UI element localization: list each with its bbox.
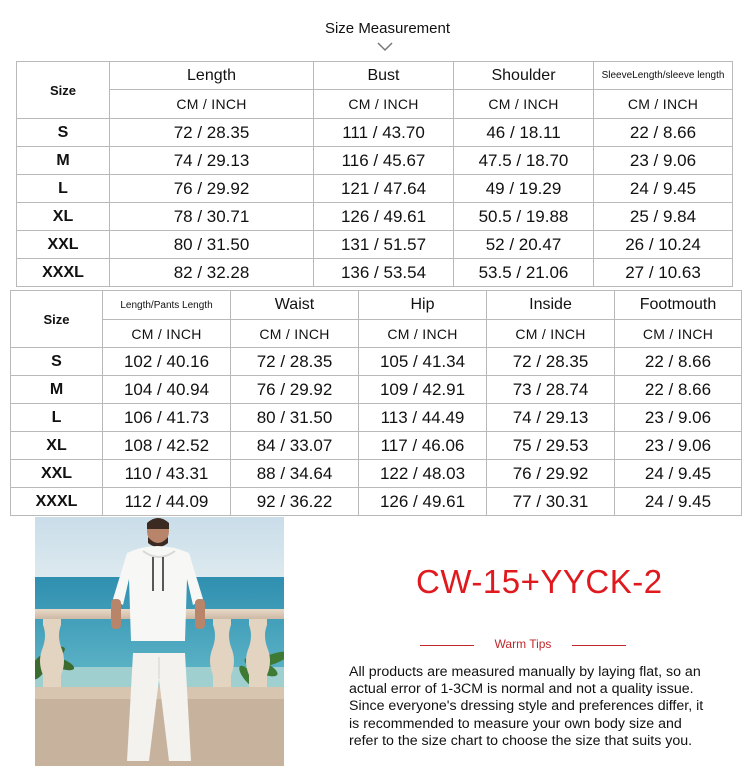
value-cell: 131 / 51.57 bbox=[314, 231, 454, 259]
value-cell: 106 / 41.73 bbox=[103, 404, 231, 432]
value-cell: 49 / 19.29 bbox=[454, 175, 594, 203]
value-cell: 52 / 20.47 bbox=[454, 231, 594, 259]
value-cell: 22 / 8.66 bbox=[615, 376, 742, 404]
value-cell: 82 / 32.28 bbox=[110, 259, 314, 287]
chevron-down-icon bbox=[376, 40, 394, 54]
value-cell: 104 / 40.94 bbox=[103, 376, 231, 404]
value-cell: 73 / 28.74 bbox=[487, 376, 615, 404]
divider bbox=[420, 645, 474, 646]
column-header-pants-length: Length/Pants Length bbox=[103, 291, 231, 320]
size-cell: XXL bbox=[17, 231, 110, 259]
value-cell: 126 / 49.61 bbox=[359, 488, 487, 516]
value-cell: 76 / 29.92 bbox=[231, 376, 359, 404]
table-row bbox=[17, 175, 733, 203]
column-header-length: Length bbox=[110, 62, 314, 90]
value-cell: 105 / 41.34 bbox=[359, 348, 487, 376]
warm-tips-title: Warm Tips bbox=[494, 637, 552, 651]
size-cell: M bbox=[17, 147, 110, 175]
unit-label: CM / INCH bbox=[487, 320, 615, 348]
column-header-shoulder: Shoulder bbox=[454, 62, 594, 90]
value-cell: 110 / 43.31 bbox=[103, 460, 231, 488]
model-illustration bbox=[35, 517, 284, 766]
warm-tips-line: actual error of 1-3CM is normal and not a quality issue. bbox=[349, 681, 694, 698]
value-cell: 25 / 9.84 bbox=[594, 203, 733, 231]
value-cell: 50.5 / 19.88 bbox=[454, 203, 594, 231]
warm-tips-line: refer to the size chart to choose the size that suits you. bbox=[349, 732, 693, 749]
value-cell: 80 / 31.50 bbox=[110, 231, 314, 259]
value-cell: 24 / 9.45 bbox=[615, 488, 742, 516]
value-cell: 72 / 28.35 bbox=[110, 119, 314, 147]
column-header-footmouth: Footmouth bbox=[615, 291, 742, 320]
table-row bbox=[17, 231, 733, 259]
column-header-inside: Inside bbox=[487, 291, 615, 320]
value-cell: 47.5 / 18.70 bbox=[454, 147, 594, 175]
value-cell: 26 / 10.24 bbox=[594, 231, 733, 259]
value-cell: 74 / 29.13 bbox=[110, 147, 314, 175]
unit-label: CM / INCH bbox=[594, 90, 733, 119]
column-header-waist: Waist bbox=[231, 291, 359, 320]
value-cell: 122 / 48.03 bbox=[359, 460, 487, 488]
warm-tips-line: Since everyone's dressing style and preferences differ, it bbox=[349, 698, 704, 715]
value-cell: 72 / 28.35 bbox=[231, 348, 359, 376]
column-header-bust: Bust bbox=[314, 62, 454, 90]
value-cell: 72 / 28.35 bbox=[487, 348, 615, 376]
value-cell: 22 / 8.66 bbox=[594, 119, 733, 147]
size-cell: XXXL bbox=[17, 259, 110, 287]
unit-label: CM / INCH bbox=[110, 90, 314, 119]
value-cell: 46 / 18.11 bbox=[454, 119, 594, 147]
value-cell: 102 / 40.16 bbox=[103, 348, 231, 376]
warm-tips-line: All products are measured manually by laying flat, so an bbox=[349, 664, 701, 680]
value-cell: 24 / 9.45 bbox=[615, 460, 742, 488]
size-cell: XL bbox=[17, 203, 110, 231]
top-size-table bbox=[16, 61, 733, 287]
column-header-sleeve-length: SleeveLength/sleeve length bbox=[594, 62, 733, 90]
table-row bbox=[17, 259, 733, 287]
value-cell: 136 / 53.54 bbox=[314, 259, 454, 287]
table-row bbox=[17, 119, 733, 147]
size-cell: XXL bbox=[11, 460, 103, 488]
size-cell: XXXL bbox=[11, 488, 103, 516]
table-row bbox=[11, 488, 742, 516]
value-cell: 53.5 / 21.06 bbox=[454, 259, 594, 287]
table-row bbox=[11, 432, 742, 460]
size-header: Size bbox=[11, 291, 103, 348]
unit-label: CM / INCH bbox=[615, 320, 742, 348]
divider bbox=[572, 645, 626, 646]
value-cell: 27 / 10.63 bbox=[594, 259, 733, 287]
value-cell: 75 / 29.53 bbox=[487, 432, 615, 460]
size-cell: L bbox=[11, 404, 103, 432]
bottom-size-table bbox=[10, 290, 742, 516]
value-cell: 78 / 30.71 bbox=[110, 203, 314, 231]
value-cell: 23 / 9.06 bbox=[594, 147, 733, 175]
size-cell: XL bbox=[11, 432, 103, 460]
table-row bbox=[11, 348, 742, 376]
page-title: Size Measurement bbox=[324, 20, 451, 37]
unit-label: CM / INCH bbox=[359, 320, 487, 348]
column-header-hip: Hip bbox=[359, 291, 487, 320]
value-cell: 121 / 47.64 bbox=[314, 175, 454, 203]
table-row bbox=[17, 203, 733, 231]
product-code: CW-15+YYCK-2 bbox=[416, 563, 663, 600]
value-cell: 77 / 30.31 bbox=[487, 488, 615, 516]
value-cell: 74 / 29.13 bbox=[487, 404, 615, 432]
value-cell: 117 / 46.06 bbox=[359, 432, 487, 460]
unit-label: CM / INCH bbox=[314, 90, 454, 119]
size-cell: M bbox=[11, 376, 103, 404]
warm-tips-line: is recommended to measure your own body size and bbox=[349, 715, 682, 732]
value-cell: 76 / 29.92 bbox=[110, 175, 314, 203]
table-row bbox=[11, 376, 742, 404]
value-cell: 116 / 45.67 bbox=[314, 147, 454, 175]
value-cell: 112 / 44.09 bbox=[103, 488, 231, 516]
value-cell: 24 / 9.45 bbox=[594, 175, 733, 203]
value-cell: 126 / 49.61 bbox=[314, 203, 454, 231]
product-photo bbox=[35, 517, 284, 766]
value-cell: 109 / 42.91 bbox=[359, 376, 487, 404]
table-row bbox=[11, 460, 742, 488]
value-cell: 88 / 34.64 bbox=[231, 460, 359, 488]
warm-tips-text bbox=[349, 664, 741, 750]
unit-label: CM / INCH bbox=[103, 320, 231, 348]
unit-label: CM / INCH bbox=[454, 90, 594, 119]
table-row bbox=[11, 404, 742, 432]
value-cell: 22 / 8.66 bbox=[615, 348, 742, 376]
size-cell: S bbox=[11, 348, 103, 376]
table-row bbox=[17, 147, 733, 175]
size-cell: L bbox=[17, 175, 110, 203]
value-cell: 111 / 43.70 bbox=[314, 119, 454, 147]
value-cell: 113 / 44.49 bbox=[359, 404, 487, 432]
size-header: Size bbox=[17, 62, 110, 119]
unit-label: CM / INCH bbox=[231, 320, 359, 348]
value-cell: 84 / 33.07 bbox=[231, 432, 359, 460]
size-cell: S bbox=[17, 119, 110, 147]
value-cell: 23 / 9.06 bbox=[615, 432, 742, 460]
value-cell: 80 / 31.50 bbox=[231, 404, 359, 432]
value-cell: 76 / 29.92 bbox=[487, 460, 615, 488]
value-cell: 108 / 42.52 bbox=[103, 432, 231, 460]
value-cell: 23 / 9.06 bbox=[615, 404, 742, 432]
value-cell: 92 / 36.22 bbox=[231, 488, 359, 516]
